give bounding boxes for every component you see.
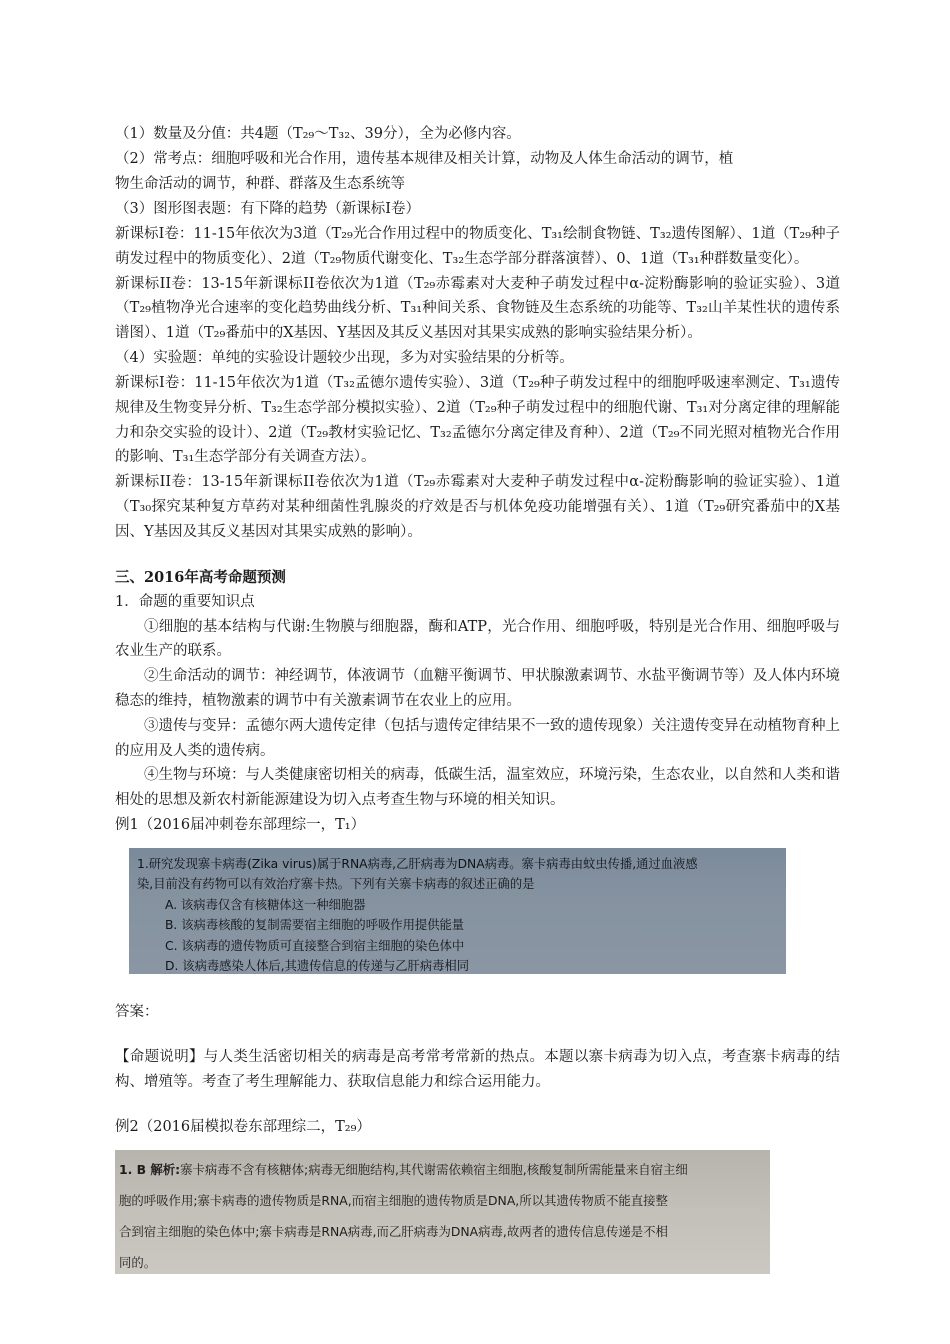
scan-question-line2: 染,目前没有药物可以有效治疗寨卡热。下列有关寨卡病毒的叙述正确的是 (137, 877, 535, 892)
example1-question-scan (129, 848, 786, 974)
scan-answer-line1-text: 寨卡病毒不含有核糖体;病毒无细胞结构,其代谢需依赖宿主细胞,核酸复制所需能量来自宿主细 (180, 1161, 688, 1177)
forecast-heading: 三、2016年高考命题预测 (115, 568, 286, 586)
example1-explanation: 【命题说明】与人类生活密切相关的病毒是高考常考常新的热点。本题以寨卡病毒为切入点，考查寨卡病毒的结构、增殖等。考查了考生理解能力、获取信息能力和综合运用能力。 (115, 1048, 840, 1090)
scan-answer-line2: 胞的呼吸作用;寨卡病毒的遗传物质是RNA,而宿主细胞的遗传物质是DNA,所以其遗传物质不能直接整 (119, 1192, 668, 1208)
example1-answer-label: 答案： (115, 1003, 159, 1020)
stats-national-paper-1-experiments: 新课标Ⅰ卷：11-15年依次为1道（T₃₂孟德尔遗传实验）、3道（T₂₉种子萌发过程中的细胞呼吸速率测定、T₃₁遗传规律及生物变异分析、T₃₂生态学部分模拟实验）、2道（T₂₉种子萌发过程中的细胞代谢、T₃₁对分离定律的理解能力和杂交实验的设计）、2道（T₂₉教材实验记忆、T₃₂孟德尔分离定律及育种）、2道（T₂₉不同光照对植物光合作用的影响、T₃₁生态学部分有关调查方法）。 (115, 374, 840, 466)
stats-common-topics-line1: （2）常考点：细胞呼吸和光合作用，遗传基本规律及相关计算，动物及人体生命活动的调节，植 (115, 151, 734, 167)
forecast-subheading: 1．命题的重要知识点 (115, 593, 255, 610)
example2-label: 例2（2016届模拟卷东部理综二，T₂₉） (115, 1118, 371, 1135)
stats-chart-questions-line: （3）图形图表题：有下降的趋势（新课标Ⅰ卷） (115, 201, 420, 217)
stats-national-paper-2-experiments: 新课标II卷：13-15年新课标II卷依次为1道（T₂₉赤霉素对大麦种子萌发过程中α-淀粉酶影响的验证实验）、1道（T₃₀探究某种复方草药对某种细菌性乳腺炎的疗效是否与机体免疫功能增强有关）、1道（T₂₉研究番茄中的X基因、Y基因及其反义基因对其果实成熟的影响）。 (115, 474, 840, 540)
option-c: C. 该病毒的遗传物质可直接整合到宿主细胞的染色体中 (165, 938, 465, 953)
stats-national-paper-2-charts: 新课标II卷：13-15年新课标II卷依次为1道（T₂₉赤霉素对大麦种子萌发过程中α-淀粉酶影响的验证实验）、3道（T₂₉植物净光合速率的变化趋势曲线分析、T₃₁种间关系、食物链及生态系统的功能等、T₃₂山羊某性状的遗传系谱图）、1道（T₂₉番茄中的X基因、Y基因及其反义基因对其果实成熟的影响实验结果分析）。 (115, 275, 840, 342)
forecast-item-environment: ④生物与环境：与人类健康密切相关的病毒，低碳生活，温室效应，环境污染，生态农业，以自然和人类和谐相处的思想及新农村新能源建设为切入点考查生物与环境的相关知识。 (115, 767, 840, 809)
document-page (115, 122, 840, 1274)
stats-national-paper-1-charts: 新课标Ⅰ卷：11-15年依次为3道（T₂₉光合作用过程中的物质变化、T₃₁绘制食物链、T₃₂遗传图解）、1道（T₂₉种子萌发过程中的物质变化）、2道（T₂₉物质代谢变化、T₃₂生态学部分群落演替）、0、1道（T₃₁种群数量变化）。 (115, 226, 840, 267)
forecast-item-cell: ①细胞的基本结构与代谢:生物膜与细胞器，酶和ATP，光合作用、细胞呼吸，特别是光合作用、细胞呼吸与农业生产的联系。 (115, 618, 840, 660)
stats-experiment-line: （4）实验题：单纯的实验设计题较少出现，多为对实验结果的分析等。 (115, 349, 574, 366)
scan-answer-line1 (119, 1154, 760, 1185)
forecast-item-genetics: ③遗传与变异：孟德尔两大遗传定律（包括与遗传定律结果不一致的遗传现象）关注遗传变异在动植物育种上的应用及人类的遗传病。 (115, 717, 840, 759)
scan-question-line1: 1.研究发现寨卡病毒(Zika virus)属于RNA病毒,乙肝病毒为DNA病毒。寨卡病毒由蚊虫传播,通过血液感 (137, 856, 698, 871)
stats-common-topics-line2: 物生命活动的调节，种群、群落及生态系统等 (115, 176, 405, 192)
option-a: A. 该病毒仅含有核糖体这一种细胞器 (165, 897, 366, 912)
example2-answer-scan (115, 1150, 770, 1274)
option-d: D. 该病毒感染人体后,其遗传信息的传递与乙肝病毒相同 (165, 959, 470, 974)
scan-answer-line3: 合到宿主细胞的染色体中;寨卡病毒是RNA病毒,而乙肝病毒为DNA病毒,故两者的遗传信息传递是不相 (119, 1223, 668, 1239)
scan-answer-line4: 同的。 (119, 1254, 157, 1270)
example1-label: 例1（2016届冲刺卷东部理综一，T₁） (115, 816, 366, 833)
forecast-item-regulation: ②生命活动的调节：神经调节，体液调节（血糖平衡调节、甲状腺激素调节、水盐平衡调节等）及人体内环境稳态的维持，植物激素的调节中有关激素调节在农业上的应用。 (115, 668, 840, 709)
option-b: B. 该病毒核酸的复制需要宿主细胞的呼吸作用提供能量 (165, 918, 465, 933)
stats-count-line: （1）数量及分值：共4题（T₂₉～T₃₂、39分），全为必修内容。 (115, 126, 521, 142)
scan-answer-head: 1. B 解析: (119, 1161, 181, 1177)
